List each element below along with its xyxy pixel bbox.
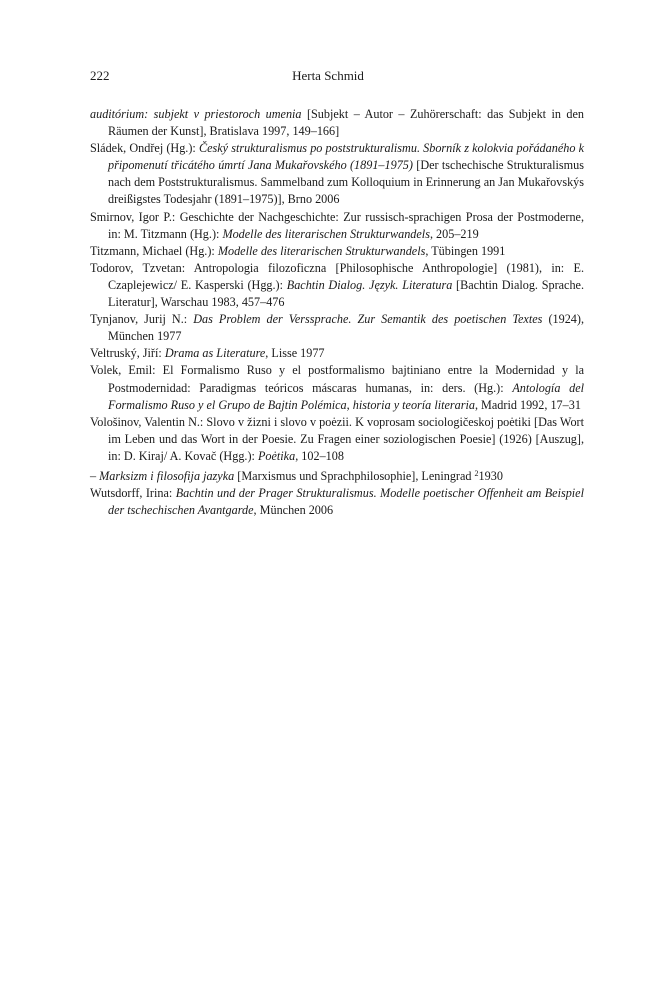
page-number: 222 — [90, 68, 110, 83]
entry-text: Smirnov, Igor P.: Geschichte der Nachgeschichte: Zur russisch-sprachigen Prosa der Postmoderne, in: M. Titzmann (Hg.): — [90, 209, 584, 241]
entry-text: Titzmann, Michael (Hg.): — [90, 243, 218, 258]
entry-text: 1930 — [478, 468, 503, 483]
entry-title-italic: Bachtin Dialog. Język. Literatura — [286, 277, 453, 292]
edition-superscript: 2 — [474, 468, 479, 478]
entry-text: Vološinov, Valentin N.: Slovo v žizni i slovo v poėzii. K voprosam sociologičeskoj poėtiki [Das Wort im Leben und das Wort in der Poesie. Zu Fragen einer soziologischen Poesie] (1926) [Auszug], in: D. Kiraj/ A. Kovač (Hgg.): — [90, 414, 584, 463]
entry-text: Wutsdorff, Irina: — [90, 486, 176, 501]
entry-text: , München 2006 — [253, 503, 334, 518]
entry-text: Todorov, Tzvetan: Antropologia filozoficzna [Philosophische Anthropologie] (1981), in: E. Czaplejewicz/ E. Kasperski (Hgg.): — [90, 260, 584, 292]
entry-text: Tynjanov, Jurij N.: — [90, 312, 194, 327]
running-head-author: Herta Schmid — [292, 68, 364, 83]
bibliography-entry — [90, 140, 584, 208]
entry-title-italic: Drama as Literature — [164, 346, 266, 361]
entry-text: , Tübingen 1991 — [425, 243, 506, 258]
bibliography-entry — [90, 311, 584, 345]
entry-text: , 102–108 — [295, 448, 344, 463]
entry-title-italic: Antología del Formalismo Ruso y el Grupo de Bajtin Polémica, historia y teoría literaria — [108, 380, 585, 412]
bibliography-entry — [90, 243, 584, 260]
entry-title-italic: Bachtin und der Prager Strukturalismus. Modelle poetischer Offenheit am Beispiel der tschechischen Avantgarde — [108, 486, 584, 518]
bibliography-entry — [90, 345, 584, 362]
bibliography-entry — [90, 209, 584, 243]
entry-text: Sládek, Ondřej (Hg.): — [90, 141, 199, 156]
running-head — [90, 68, 566, 86]
bibliography-entry — [90, 106, 584, 140]
bibliography-entry — [90, 465, 584, 485]
entry-text: (1924), München 1977 — [108, 312, 584, 344]
bibliography-list — [90, 106, 584, 519]
entry-title-italic: Das Problem der Verssprache. Zur Semantik des poetischen Textes — [193, 312, 543, 327]
bibliography-entry — [90, 362, 584, 413]
entry-title-italic: auditórium: subjekt v priestoroch umenia — [90, 107, 302, 121]
bibliography-entry — [90, 414, 584, 465]
entry-title-italic: Poėtika — [257, 448, 296, 463]
entry-text: , Lisse 1977 — [265, 346, 325, 361]
bibliography-entry — [90, 260, 584, 311]
entry-text: Veltruský, Jiří: — [90, 346, 165, 361]
entry-title-italic: Modelle des literarischen Strukturwandels — [222, 226, 430, 241]
entry-text: [Bachtin Dialog. Sprache. Literatur], Warschau 1983, 457–476 — [108, 277, 585, 310]
entry-text: , 205–219 — [429, 226, 479, 241]
entry-title-italic: Český strukturalismus po poststrukturalismu. Sborník z kolokvia pořádaného k připomenutí třicátého úmrtí Jana Mukařovského (1891–1975) — [108, 141, 584, 173]
entry-text: Volek, Emil: El Formalismo Ruso y el postformalismo bajtiniano entre la Modernidad y la Postmodernidad: Paradigmas teóricos máscaras humanas, in: ders. (Hg.): — [90, 363, 584, 395]
bibliography-entry — [90, 485, 584, 519]
entry-text: – — [90, 468, 100, 483]
entry-text: [Subjekt – Autor – Zuhörerschaft: das Subjekt in den Räumen der Kunst], Bratislava 1997, 149–166] — [108, 107, 584, 139]
entry-text: , Madrid 1992, 17–31 — [474, 397, 581, 412]
entry-text: [Marxismus und Sprachphilosophie], Leningrad — [234, 468, 475, 483]
entry-text: [Der tschechische Strukturalismus nach dem Poststrukturalismus. Sammelband zum Kolloquium in Erinnerung an Jan Mukařovskýs dreißigstes Todesjahr (1891–1975)], Brno 2006 — [108, 158, 584, 207]
entry-title-italic: Marksizm i filosofija jazyka — [99, 468, 235, 483]
entry-title-italic: Modelle des literarischen Strukturwandels — [217, 243, 426, 258]
